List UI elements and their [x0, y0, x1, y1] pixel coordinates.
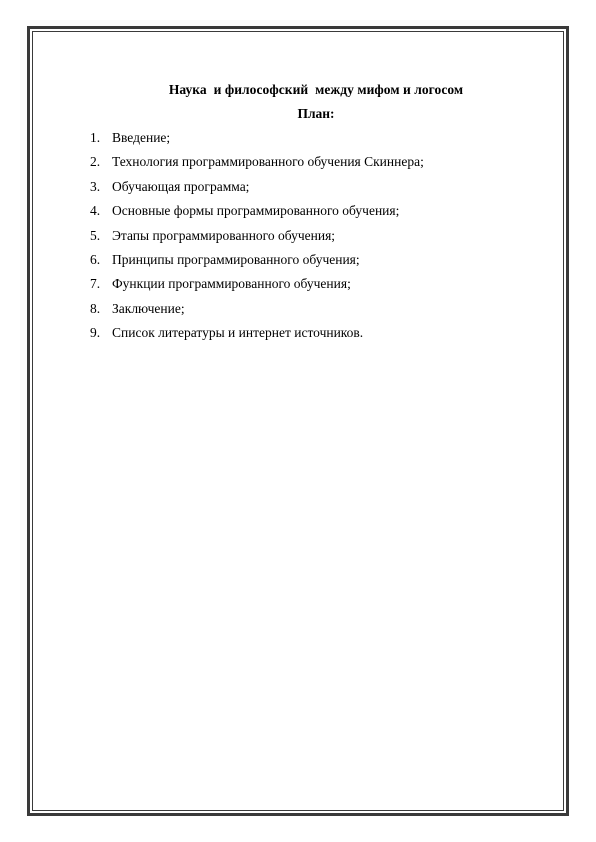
plan-item-number: 4. [90, 203, 101, 219]
document-title: Наука и философский между мифом и логосом [168, 82, 464, 97]
plan-item-number: 8. [90, 300, 101, 316]
plan-item-text: Список литературы и интернет источников. [112, 325, 364, 341]
plan-list-item [90, 202, 424, 226]
plan-item-number: 3. [90, 178, 101, 194]
plan-list-item [90, 129, 424, 153]
plan-item-number: 2. [90, 154, 101, 170]
plan-item-number: 6. [90, 251, 101, 267]
plan-item-text: Принципы программированного обучения; [112, 251, 360, 267]
plan-item-text: Обучающая программа; [112, 178, 250, 194]
plan-item-text: Основные формы программированного обучения; [112, 203, 400, 219]
plan-heading: План: [297, 106, 335, 121]
plan-list [90, 129, 424, 349]
plan-list-item [90, 227, 424, 251]
plan-item-number: 5. [90, 227, 101, 243]
plan-list-item [90, 153, 424, 177]
plan-list-item [90, 178, 424, 202]
plan-list-item [90, 324, 424, 348]
plan-item-number: 9. [90, 325, 101, 341]
plan-list-item [90, 251, 424, 275]
plan-item-text: Заключение; [112, 300, 185, 316]
plan-item-text: Этапы программированного обучения; [112, 227, 336, 243]
plan-item-number: 1. [90, 130, 101, 145]
plan-item-text: Технология программированного обучения Скиннера; [112, 154, 424, 170]
plan-list-item [90, 275, 424, 299]
plan-list-item [90, 300, 424, 324]
plan-item-text: Функции программированного обучения; [112, 276, 351, 292]
plan-item-text: Введение; [112, 130, 171, 145]
plan-item-number: 7. [90, 276, 101, 292]
